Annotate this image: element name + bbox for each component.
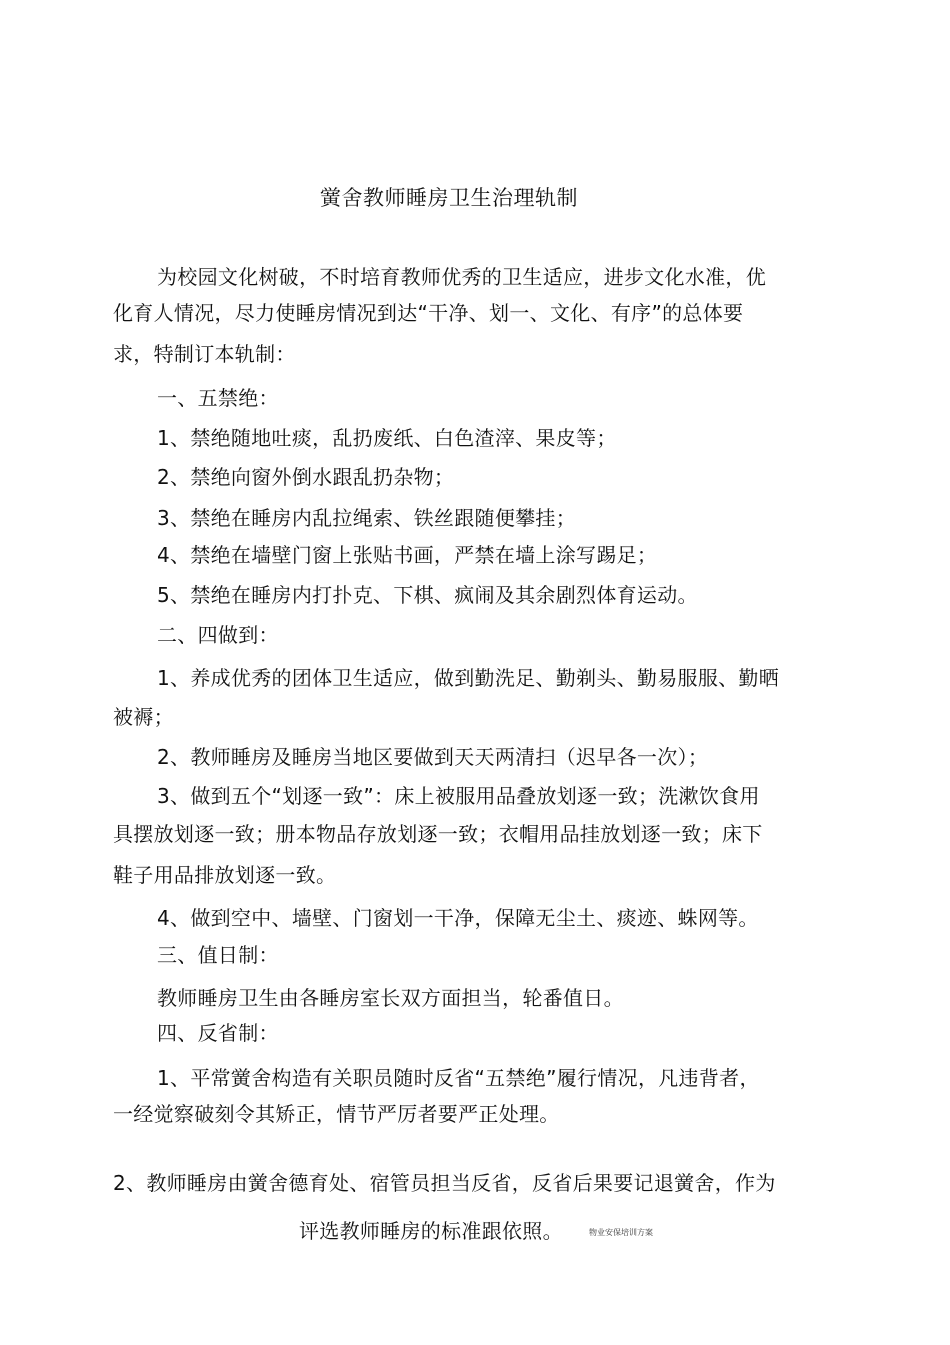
- paragraph-line: 化育人情况，尽力使睡房情况到达“干净、划一、文化、有序”的总体要: [113, 301, 744, 325]
- list-item: 2、禁绝向窗外倒水跟乱扔杂物；: [157, 465, 455, 489]
- list-item-continued: 鞋子用品排放划逐一致。: [113, 863, 337, 887]
- list-item: 2、教师睡房由黉舍德育处、宿管员担当反省，反省后果要记退黉舍，作为: [113, 1171, 776, 1195]
- list-item-continued: 一经觉察破刻令其矫正，情节严厉者要严正处理。: [113, 1102, 560, 1126]
- list-item: 3、禁绝在睡房内乱拉绳索、铁丝跟随便攀挂；: [157, 506, 577, 530]
- list-item-continued: 被褥；: [113, 705, 174, 729]
- section-heading: 三、值日制：: [157, 943, 279, 967]
- list-item: 3、做到五个“划逐一致”：床上被服用品叠放划逐一致；洗漱饮食用: [157, 784, 760, 808]
- section-heading: 一、五禁绝：: [157, 386, 279, 410]
- paragraph-line: 求，特制订本轨制：: [113, 342, 296, 366]
- footer-note: 物业安保培训方案: [589, 1228, 653, 1237]
- list-item: 5、禁绝在睡房内打扑克、下棋、疯闹及其余剧烈体育运动。: [157, 583, 698, 607]
- paragraph-line: 教师睡房卫生由各睡房室长双方面担当，轮番值日。: [157, 986, 624, 1010]
- list-item: 4、禁绝在墙壁门窗上张贴书画，严禁在墙上涂写踢足；: [157, 543, 658, 567]
- paragraph-line: 为校园文化树破，不时培育教师优秀的卫生适应，进步文化水准，优: [157, 265, 766, 289]
- list-item: 1、禁绝随地吐痰，乱扔废纸、白色渣滓、果皮等；: [157, 426, 617, 450]
- list-item: 1、平常黉舍构造有关职员随时反省“五禁绝”履行情况，凡违背者，: [157, 1066, 760, 1090]
- section-heading: 二、四做到：: [157, 623, 279, 647]
- list-item: 4、做到空中、墙壁、门窗划一干净，保障无尘土、痰迹、蛛网等。: [157, 906, 759, 930]
- list-item-continued: 评选教师睡房的标准跟依照。: [299, 1219, 563, 1243]
- section-heading: 四、反省制：: [157, 1021, 279, 1045]
- list-item: 2、教师睡房及睡房当地区要做到天天两清扫（迟早各一次）；: [157, 745, 709, 769]
- list-item-continued: 具摆放划逐一致；册本物品存放划逐一致；衣帽用品挂放划逐一致；床下: [113, 822, 763, 846]
- list-item: 1、养成优秀的团体卫生适应，做到勤洗足、勤剃头、勤易服服、勤晒: [157, 666, 780, 690]
- document-title: 黉舍教师睡房卫生治理轨制: [320, 186, 578, 210]
